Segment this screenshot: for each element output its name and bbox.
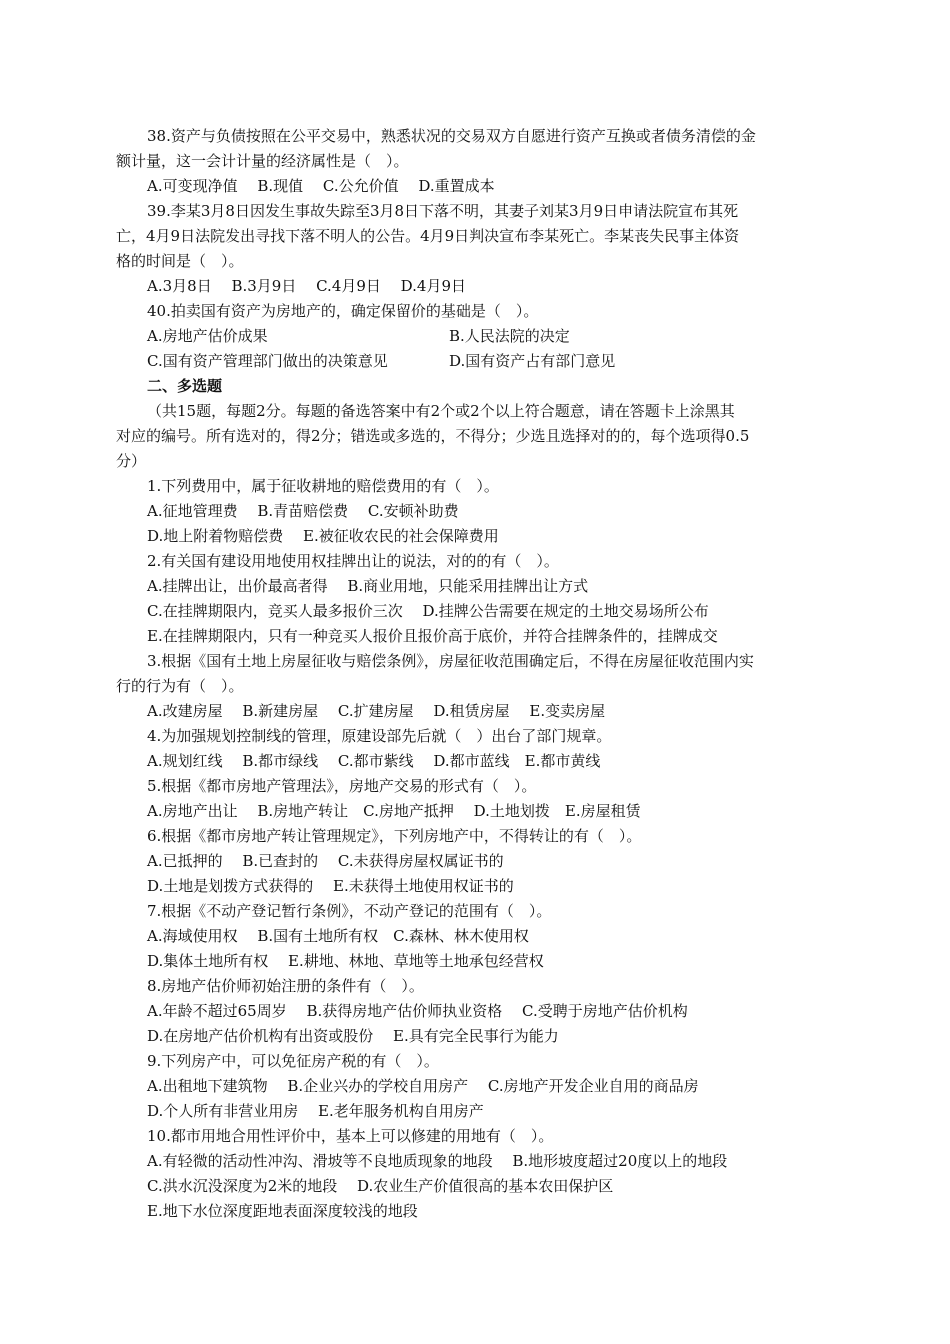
q39-stem-line2: 亡，4月9日法院发出寻找下落不明人的公告。4月9日判决宣布李某死亡。李某丧失民事主体资 [116, 227, 740, 245]
mq3-options: A.改建房屋 B.新建房屋 C.扩建房屋 D.租赁房屋 E.变卖房屋 [147, 702, 606, 720]
mq10-options-line2: C.洪水沉没深度为2米的地段 D.农业生产价值很高的基本农田保护区 [147, 1177, 614, 1195]
mq9-options-line2: D.个人所有非营业用房 E.老年服务机构自用房产 [147, 1102, 484, 1120]
q39-stem-line1: 39.李某3月8日因发生事故失踪至3月8日下落不明，其妻子刘某3月9日申请法院宣布其死 [147, 202, 739, 220]
q38-options: A.可变现净值 B.现值 C.公允价值 D.重置成本 [147, 177, 495, 195]
section-instructions-line2: 对应的编号。所有选对的，得2分；错选或多选的，不得分；少选且选择对的的，每个选项得0.5 [116, 427, 750, 445]
mq6-options-line1: A.已抵押的 B.已查封的 C.未获得房屋权属证书的 [147, 852, 504, 870]
mq10-options-line3: E.地下水位深度距地表面深度较浅的地段 [147, 1202, 418, 1220]
q39-options: A.3月8日 B.3月9日 C.4月9日 D.4月9日 [147, 277, 467, 295]
mq1-options-line2: D.地上附着物赔偿费 E.被征收农民的社会保障费用 [147, 527, 499, 545]
mq10-options-line1: A.有轻微的活动性冲沟、滑坡等不良地质现象的地段 B.地形坡度超过20度以上的地段 [147, 1152, 728, 1170]
mq3-stem-line1: 3.根据《国有土地上房屋征收与赔偿条例》，房屋征收范围确定后，不得在房屋征收范围内实 [147, 652, 754, 670]
mq6-stem: 6.根据《都市房地产转让管理规定》，下列房地产中，不得转让的有（ ）。 [147, 827, 642, 845]
mq7-options-line1: A.海域使用权 B.国有土地所有权 C.森林、林木使用权 [147, 927, 529, 945]
mq2-options-line3: E.在挂牌期限内，只有一种竞买人报价且报价高于底价，并符合挂牌条件的，挂牌成交 [147, 627, 718, 645]
q40-stem: 40.拍卖国有资产为房地产的，确定保留价的基础是（ ）。 [147, 302, 539, 320]
mq7-stem: 7.根据《不动产登记暂行条例》，不动产登记的范围有（ ）。 [147, 902, 552, 920]
mq4-options: A.规划红线 B.都市绿线 C.都市紫线 D.都市蓝线 E.都市黄线 [147, 752, 601, 770]
q38-stem-line1: 38.资产与负债按照在公平交易中，熟悉状况的交易双方自愿进行资产互换或者债务清偿的金 [147, 127, 756, 145]
mq7-options-line2: D.集体土地所有权 E.耕地、林地、草地等土地承包经营权 [147, 952, 544, 970]
mq9-stem: 9.下列房产中，可以免征房产税的有（ ）。 [147, 1052, 439, 1070]
section-instructions-line1: （共15题，每题2分。每题的备选答案中有2个或2个以上符合题意，请在答题卡上涂黑其 [147, 402, 735, 420]
mq9-options-line1: A.出租地下建筑物 B.企业兴办的学校自用房产 C.房地产开发企业自用的商品房 [147, 1077, 699, 1095]
mq2-options-line2: C.在挂牌期限内，竞买人最多报价三次 D.挂牌公告需要在规定的土地交易场所公布 [147, 602, 709, 620]
q40-option-c: C.国有资产管理部门做出的决策意见 [147, 352, 388, 370]
section-instructions-line3: 分） [116, 452, 147, 470]
section-heading: 二、多选题 [147, 377, 223, 395]
q40-option-a: A.房地产估价成果 [147, 327, 268, 345]
q40-option-b: B.人民法院的决定 [449, 327, 570, 345]
mq8-stem: 8.房地产估价师初始注册的条件有（ ）。 [147, 977, 424, 995]
mq8-options-line2: D.在房地产估价机构有出资或股份 E.具有完全民事行为能力 [147, 1027, 559, 1045]
q40-option-d: D.国有资产占有部门意见 [449, 352, 616, 370]
mq6-options-line2: D.土地是划拨方式获得的 E.未获得土地使用权证书的 [147, 877, 514, 895]
mq1-stem: 1.下列费用中，属于征收耕地的赔偿费用的有（ ）。 [147, 477, 499, 495]
mq2-options-line1: A.挂牌出让，出价最高者得 B.商业用地，只能采用挂牌出让方式 [147, 577, 589, 595]
mq2-stem: 2.有关国有建设用地使用权挂牌出让的说法，对的的有（ ）。 [147, 552, 559, 570]
mq5-stem: 5.根据《都市房地产管理法》，房地产交易的形式有（ ）。 [147, 777, 537, 795]
mq4-stem: 4.为加强规划控制线的管理，原建设部先后就（ ）出台了部门规章。 [147, 727, 612, 745]
mq1-options-line1: A.征地管理费 B.青苗赔偿费 C.安顿补助费 [147, 502, 459, 520]
mq3-stem-line2: 行的行为有（ ）。 [116, 677, 244, 695]
mq10-stem: 10.都市用地合用性评价中，基本上可以修建的用地有（ ）。 [147, 1127, 554, 1145]
q39-stem-line3: 格的时间是（ ）。 [116, 252, 244, 270]
mq5-options: A.房地产出让 B.房地产转让 C.房地产抵押 D.土地划拨 E.房屋租赁 [147, 802, 641, 820]
q38-stem-line2: 额计量，这一会计计量的经济属性是（ ）。 [116, 152, 409, 170]
mq8-options-line1: A.年龄不超过65周岁 B.获得房地产估价师执业资格 C.受聘于房地产估价机构 [147, 1002, 688, 1020]
